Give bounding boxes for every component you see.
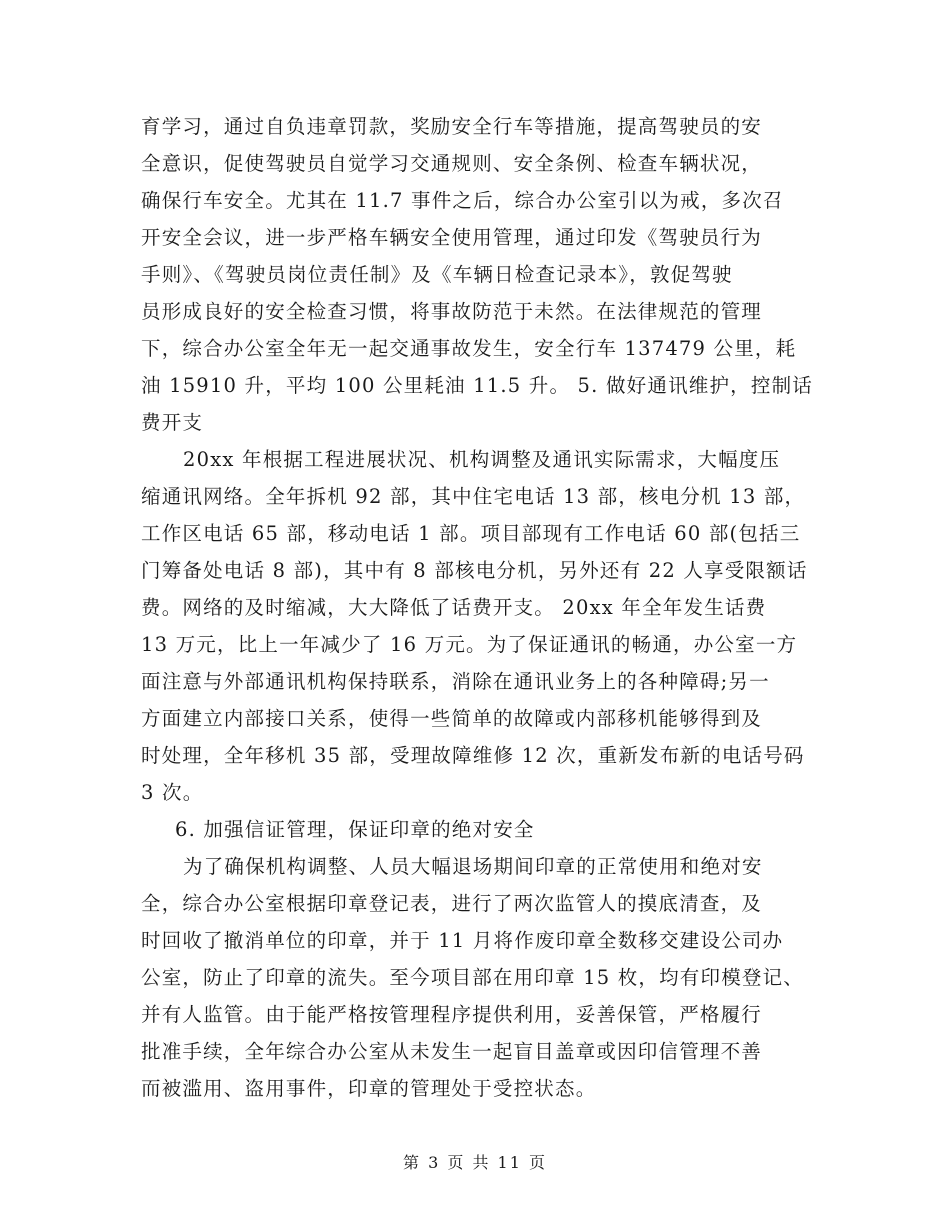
text-line: 公室，防止了印章的流失。至今项目部在用印章 15 枚，均有印模登记、 [141,966,805,989]
text-line: 开安全会议，进一步严格车辆安全使用管理，通过印发《驾驶员行为 [141,226,763,249]
text-line: 工作区电话 65 部，移动电话 1 部。项目部现有工作电话 60 部(包括三 [141,522,801,545]
text-line: 育学习，通过自负违章罚款，奖励安全行车等措施，提高驾驶员的安 [141,115,763,138]
text-line: 3 次。 [141,781,204,804]
text-line: 为了确保机构调整、人员大幅退场期间印章的正常使用和绝对安 [183,855,763,878]
text-line: 门筹备处电话 8 部)，其中有 8 部核电分机，另外还有 22 人享受限额话 [141,559,808,582]
text-line: 6. 加强信证管理，保证印章的绝对安全 [175,818,535,841]
text-line: 手则》、《驾驶员岗位责任制》及《车辆日检查记录本》，敦促驾驶 [141,263,733,286]
text-line: 20xx 年根据工程进展状况、机构调整及通讯实际需求，大幅度压 [183,448,781,471]
text-line: 下，综合办公室全年无一起交通事故发生，安全行车 137479 公里，耗 [141,337,797,360]
document-body [141,108,821,1107]
text-line: 13 万元，比上一年减少了 16 万元。为了保证通讯的畅通，办公室一方 [141,633,798,656]
text-line: 方面建立内部接口关系，使得一些简单的故障或内部移机能够得到及 [141,707,763,730]
text-line: 批准手续，全年综合办公室从未发生一起盲目盖章或因印信管理不善 [141,1040,763,1063]
text-line: 缩通讯网络。全年拆机 92 部，其中住宅电话 13 部，核电分机 13 部， [141,485,806,508]
page-footer: 第 3 页 共 11 页 [403,1153,547,1172]
text-line: 时处理，全年移机 35 部，受理故障维修 12 次，重新发布新的电话号码 [141,744,805,767]
text-line: 全，综合办公室根据印章登记表，进行了两次监管人的摸底清查，及 [141,892,763,915]
text-line: 确保行车安全。尤其在 11.7 事件之后，综合办公室引以为戒，多次召 [141,189,784,212]
text-line: 面注意与外部通讯机构保持联系，消除在通讯业务上的各种障碍;另一 [141,670,770,693]
text-line: 时回收了撤消单位的印章，并于 11 月将作废印章全数移交建设公司办 [141,929,784,952]
text-line: 费开支 [141,411,204,434]
text-line: 而被滥用、盗用事件，印章的管理处于受控状态。 [141,1077,597,1100]
text-line: 费。网络的及时缩减，大大降低了话费开支。 20xx 年全年发生话费 [141,596,767,619]
text-line: 油 15910 升，平均 100 公里耗油 11.5 升。 5. 做好通讯维护，控制话 [141,374,813,397]
text-line: 并有人监管。由于能严格按管理程序提供利用，妥善保管，严格履行 [141,1003,763,1026]
text-line: 全意识，促使驾驶员自觉学习交通规则、安全条例、检查车辆状况， [141,152,763,175]
text-line: 员形成良好的安全检查习惯，将事故防范于未然。在法律规范的管理 [141,300,763,323]
